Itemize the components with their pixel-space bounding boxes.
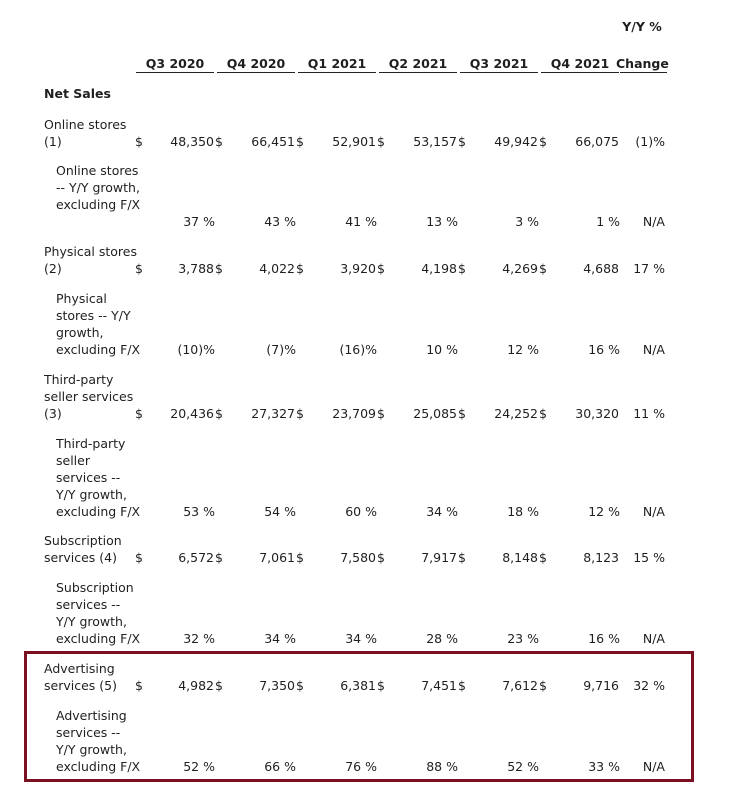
currency-symbol: $	[215, 261, 223, 276]
currency-symbol: $	[135, 406, 143, 421]
change-value: N/A	[642, 631, 665, 646]
cell-value: 1 %	[596, 214, 620, 229]
currency-symbol: $	[377, 134, 385, 149]
row-label: Subscription services -- Y/Y growth, excluding F/X	[56, 580, 141, 646]
cell-value: (10)%	[177, 342, 215, 357]
currency-symbol: $	[377, 550, 385, 565]
currency-symbol: $	[458, 134, 466, 149]
row-label: Physical stores -- Y/Y growth, excluding F/X	[56, 291, 141, 357]
col-header-q3-2021: Q3 2021	[469, 56, 529, 71]
cell-value: 41 %	[345, 214, 377, 229]
cell-value: 60 %	[345, 504, 377, 519]
cell-value: 20,436	[170, 406, 214, 421]
cell-value: 7,451	[421, 678, 457, 693]
cell-value: 4,982	[178, 678, 214, 693]
header-underline	[217, 72, 295, 73]
currency-symbol: $	[215, 550, 223, 565]
change-value: N/A	[642, 759, 665, 774]
yy-header: Y/Y %	[622, 19, 662, 34]
currency-symbol: $	[458, 678, 466, 693]
cell-value: 7,917	[421, 550, 457, 565]
currency-symbol: $	[377, 261, 385, 276]
cell-value: 37 %	[183, 214, 215, 229]
row-label: Advertising services -- Y/Y growth, excluding F/X	[56, 708, 141, 774]
currency-symbol: $	[296, 261, 304, 276]
cell-value: 52,901	[332, 134, 376, 149]
cell-value: 27,327	[251, 406, 295, 421]
currency-symbol: $	[539, 261, 547, 276]
change-value: 15 %	[633, 550, 665, 565]
cell-value: 23,709	[332, 406, 376, 421]
currency-symbol: $	[458, 550, 466, 565]
cell-value: 28 %	[426, 631, 458, 646]
cell-value: 3,920	[340, 261, 376, 276]
cell-value: 18 %	[507, 504, 539, 519]
row-label: Online stores -- Y/Y growth, excluding F/X	[56, 163, 141, 212]
col-header-q2-2021: Q2 2021	[388, 56, 448, 71]
currency-symbol: $	[296, 678, 304, 693]
cell-value: 4,269	[502, 261, 538, 276]
change-value: N/A	[642, 214, 665, 229]
cell-value: 9,716	[583, 678, 619, 693]
cell-value: 43 %	[264, 214, 296, 229]
currency-symbol: $	[135, 678, 143, 693]
col-header-q4-2021: Q4 2021	[550, 56, 610, 71]
header-underline	[379, 72, 457, 73]
row-label: Physical stores (2)	[44, 244, 137, 276]
cell-value: 3 %	[515, 214, 539, 229]
col-header-q3-2020: Q3 2020	[145, 56, 205, 71]
cell-value: 48,350	[170, 134, 214, 149]
currency-symbol: $	[539, 406, 547, 421]
currency-symbol: $	[458, 261, 466, 276]
header-underline	[541, 72, 619, 73]
cell-value: 32 %	[183, 631, 215, 646]
change-value: 17 %	[633, 261, 665, 276]
cell-value: 4,022	[259, 261, 295, 276]
advertising-highlight-box	[24, 651, 694, 782]
cell-value: 10 %	[426, 342, 458, 357]
cell-value: 12 %	[588, 504, 620, 519]
cell-value: 13 %	[426, 214, 458, 229]
cell-value: 34 %	[264, 631, 296, 646]
currency-symbol: $	[539, 678, 547, 693]
row-label: Third-party seller services (3)	[44, 372, 134, 421]
row-label: Subscription services (4)	[44, 533, 122, 565]
header-underline	[620, 72, 667, 73]
cell-value: 23 %	[507, 631, 539, 646]
cell-value: 49,942	[494, 134, 538, 149]
currency-symbol: $	[215, 406, 223, 421]
row-label: Online stores (1)	[44, 117, 127, 149]
cell-value: 66,075	[575, 134, 619, 149]
currency-symbol: $	[539, 550, 547, 565]
currency-symbol: $	[135, 550, 143, 565]
currency-symbol: $	[296, 134, 304, 149]
col-header-change: Change	[616, 56, 669, 71]
section-title: Net Sales	[44, 86, 111, 101]
cell-value: 30,320	[575, 406, 619, 421]
cell-value: 66 %	[264, 759, 296, 774]
currency-symbol: $	[135, 261, 143, 276]
cell-value: 16 %	[588, 631, 620, 646]
cell-value: 12 %	[507, 342, 539, 357]
currency-symbol: $	[377, 406, 385, 421]
change-value: 11 %	[633, 406, 665, 421]
cell-value: 7,061	[259, 550, 295, 565]
cell-value: 54 %	[264, 504, 296, 519]
cell-value: 53,157	[413, 134, 457, 149]
currency-symbol: $	[539, 134, 547, 149]
cell-value: 6,572	[178, 550, 214, 565]
currency-symbol: $	[377, 678, 385, 693]
header-underline	[136, 72, 214, 73]
change-value: N/A	[642, 342, 665, 357]
header-underline	[298, 72, 376, 73]
header-underline	[460, 72, 538, 73]
cell-value: 24,252	[494, 406, 538, 421]
cell-value: 53 %	[183, 504, 215, 519]
cell-value: (7)%	[266, 342, 296, 357]
change-value: N/A	[642, 504, 665, 519]
col-header-q4-2020: Q4 2020	[226, 56, 286, 71]
cell-value: 52 %	[507, 759, 539, 774]
cell-value: 16 %	[588, 342, 620, 357]
cell-value: 52 %	[183, 759, 215, 774]
cell-value: 76 %	[345, 759, 377, 774]
cell-value: 7,350	[259, 678, 295, 693]
cell-value: (16)%	[339, 342, 377, 357]
cell-value: 4,198	[421, 261, 457, 276]
currency-symbol: $	[135, 134, 143, 149]
change-value: (1)%	[635, 134, 665, 149]
cell-value: 33 %	[588, 759, 620, 774]
currency-symbol: $	[296, 406, 304, 421]
currency-symbol: $	[215, 134, 223, 149]
col-header-q1-2021: Q1 2021	[307, 56, 367, 71]
row-label: Third-party seller services -- Y/Y growth, excluding F/X	[56, 436, 141, 519]
currency-symbol: $	[458, 406, 466, 421]
currency-symbol: $	[215, 678, 223, 693]
cell-value: 3,788	[178, 261, 214, 276]
cell-value: 7,580	[340, 550, 376, 565]
cell-value: 34 %	[345, 631, 377, 646]
currency-symbol: $	[296, 550, 304, 565]
cell-value: 34 %	[426, 504, 458, 519]
cell-value: 4,688	[583, 261, 619, 276]
cell-value: 88 %	[426, 759, 458, 774]
cell-value: 7,612	[502, 678, 538, 693]
row-label: Advertising services (5)	[44, 661, 117, 693]
cell-value: 8,123	[583, 550, 619, 565]
cell-value: 25,085	[413, 406, 457, 421]
cell-value: 66,451	[251, 134, 295, 149]
cell-value: 8,148	[502, 550, 538, 565]
cell-value: 6,381	[340, 678, 376, 693]
change-value: 32 %	[633, 678, 665, 693]
